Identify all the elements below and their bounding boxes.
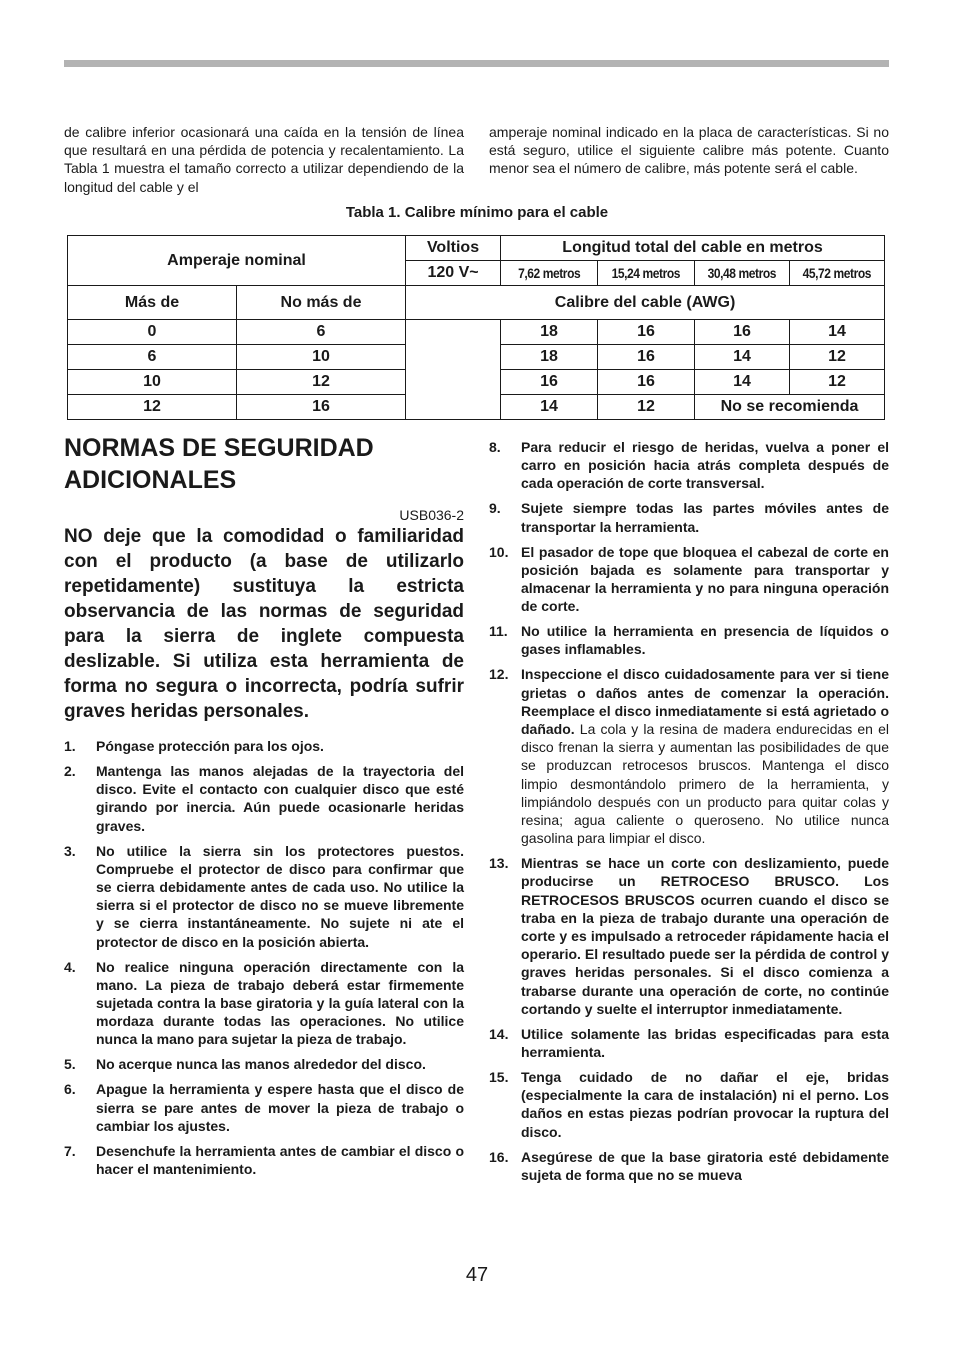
- amp-from-cell: 12: [68, 395, 237, 420]
- amp-from-cell: 0: [68, 320, 237, 345]
- volts-header: Voltios: [406, 236, 501, 261]
- gauge-cell: 12: [790, 370, 885, 395]
- safety-rules-right: [489, 438, 889, 1191]
- voltage-cell: 120 V~: [406, 261, 501, 286]
- table-caption: Tabla 1. Calibre mínimo para el cable: [345, 204, 609, 221]
- amp-to-cell: 10: [237, 345, 406, 370]
- gauge-cell: 12: [598, 395, 695, 420]
- intro-text-right: amperaje nominal indicado en la placa de características. Si no está seguro, utilice el siguiente calibre más potente. Cuanto menor sea el número de calibre, más potente será el cable.: [489, 124, 889, 177]
- length-cell: 15,24 metros: [598, 261, 695, 286]
- amp-from-cell: 6: [68, 345, 237, 370]
- list-item: 3. No utilice la sierra sin los protectores puestos. Compruebe el protector de disco para confirmar que se cierra debidamente antes de cada uso. No utilice la sierra si el protector de disco no se mueve libremente y se cierra instantáneamente. No sujete ni ate el protector de disco en la posición abierta.: [64, 842, 464, 950]
- gauge-cell: 16: [598, 345, 695, 370]
- list-item: 11. No utilice la herramienta en presencia de líquidos o gases inflamables.: [489, 623, 889, 658]
- intro-text-left: de calibre inferior ocasionará una caída en la tensión de línea que resultará en una pérdida de potencia y recalentamiento. La Tabla 1 muestra el tamaño correcto a utilizar dependiendo de la longitud del cable y el: [64, 124, 464, 195]
- list-item: 10. El pasador de tope que bloquea el cabezal de corte en posición bajada es solamente para transportar y almacenar la herramienta y no para ninguna operación de corte.: [489, 543, 889, 615]
- amp-to-cell: 12: [237, 370, 406, 395]
- list-item: 14. Utilice solamente las bridas especificadas para esta herramienta.: [489, 1025, 889, 1061]
- list-item: 2. Mantenga las manos alejadas de la trayectoria del disco. Evite el contacto con cualquier disco que esté girando por inercia. Aún puede ocasionarle heridas graves.: [64, 763, 464, 834]
- cable-gauge-table: [67, 235, 885, 420]
- list-item: 13. Mientras se hace un corte con deslizamiento, puede producirse un RETROCESO BRUSCO. Los RETROCESOS BRUSCOS ocurren cuando el disco se traba en la pieza de trabajo durante una operación de corte y es impulsado a retroceder rápidamente hacia el operario. El resultado puede ser la pérdida de control y graves heridas personales. Si el disco comienza a trabarse durante una operación de corte, no continúe cortando y suelte el interruptor inmediatamente.: [489, 855, 889, 1017]
- length-cell: 45,72 metros: [790, 261, 885, 286]
- more-than-header: Más de: [68, 286, 237, 320]
- list-item: 1. Póngase protección para los ojos.: [64, 738, 324, 754]
- section-code: USB036-2: [399, 507, 464, 523]
- list-item: 16. Asegúrese de que la base giratoria esté debidamente sujeta de forma que no se mueva: [489, 1148, 889, 1183]
- amp-header: Amperaje nominal: [68, 236, 406, 286]
- list-item: 5. No acerque nunca las manos alrededor del disco.: [64, 1056, 426, 1073]
- not-more-than-header: No más de: [237, 286, 406, 320]
- list-item: 8. Para reducir el riesgo de heridas, vuelva a poner el carro en posición hacia atrás completa después de cada operación de corte transversal.: [489, 439, 889, 492]
- gauge-cell: 16: [598, 370, 695, 395]
- gauge-cell: 16: [501, 370, 598, 395]
- list-item: 12. Inspeccione el disco cuidadosamente para ver si tiene grietas o daños antes de comenzar la operación. Reemplace el disco inmediatamente si está agrietado o dañado. La cola y la resina de madera endurecidas en el disco frenan la sierra y aumentan las posibilidades de que se produzcan retrocesos bruscos. Mantenga el disco limpio desmontándolo primero de la herramienta, y limpiándolo después con un producto para quitar colas y resina; agua caliente o queroseno. No utilice nunca gasolina para limpiar el disco.: [489, 666, 889, 847]
- list-item: 7. Desenchufe la herramienta antes de cambiar el disco o hacer el mantenimiento.: [64, 1142, 464, 1178]
- gauge-cell: 16: [695, 320, 790, 345]
- gauge-cell: 12: [790, 345, 885, 370]
- gauge-cell: 18: [501, 345, 598, 370]
- gauge-cell: 14: [695, 370, 790, 395]
- list-item: 15. Tenga cuidado de no dañar el eje, bridas (especialmente la cara de instalación) ni el perno. Los daños en estas piezas podrían provocar la ruptura del disco.: [489, 1069, 889, 1140]
- safety-rules-left: [64, 737, 464, 1185]
- gauge-cell: 16: [598, 320, 695, 345]
- length-cell: 7,62 metros: [501, 261, 598, 286]
- list-item: 9. Sujete siempre todas las partes móviles antes de transportar la herramienta.: [489, 500, 889, 535]
- amp-to-cell: 16: [237, 395, 406, 420]
- amp-to-cell: 6: [237, 320, 406, 345]
- amp-from-cell: 10: [68, 370, 237, 395]
- page-number: 47: [465, 1264, 489, 1286]
- not-recommended-cell: No se recomienda: [695, 395, 885, 420]
- gauge-header: Calibre del cable (AWG): [406, 286, 885, 320]
- safety-warning: NO deje que la comodidad o familiaridad con el producto (a base de utilizarlo repetidamente) sustituya la estricta observancia de las normas de seguridad para la sierra de inglete compuesta deslizable. Si utiliza esta herramienta de forma no segura o incorrecta, podría sufrir graves heridas personales.: [64, 526, 464, 722]
- section-title: NORMAS DE SEGURIDAD ADICIONALES: [64, 434, 374, 494]
- header-rule: [64, 60, 889, 67]
- length-cell: 30,48 metros: [695, 261, 790, 286]
- gauge-cell: 18: [501, 320, 598, 345]
- gauge-cell: 14: [501, 395, 598, 420]
- gauge-cell: 14: [790, 320, 885, 345]
- list-item: 6. Apague la herramienta y espere hasta que el disco de sierra se pare antes de mover la pieza de trabajo o cambiar los ajustes.: [64, 1081, 464, 1134]
- list-item: 4. No realice ninguna operación directamente con la mano. La pieza de trabajo deberá estar firmemente sujetada contra la base giratoria y la guía lateral con la mordaza durante todas las operaciones. No utilice nunca la mano para sujetar la pieza de trabajo.: [64, 958, 464, 1048]
- length-header: Longitud total del cable en metros: [501, 236, 885, 261]
- gauge-cell: 14: [695, 345, 790, 370]
- blank-voltage-cell: [406, 320, 501, 420]
